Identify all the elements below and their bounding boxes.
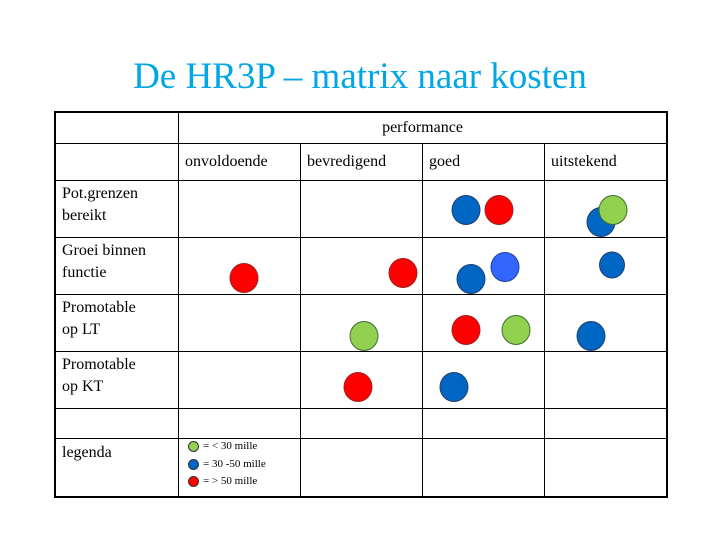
legend-label: legenda [55,439,179,498]
legend-text: = < 30 mille [203,440,258,452]
circle-blue [599,252,625,279]
cell [301,409,423,439]
header-row-group [55,112,667,144]
row-label: functie [62,264,107,281]
column-header: onvoldoende [179,144,301,181]
cell [423,181,545,238]
green-circle-icon [188,441,199,452]
hr3p-matrix-table [54,111,668,498]
cell [301,439,423,498]
column-header: goed [423,144,545,181]
cell [179,295,301,352]
cell [179,409,301,439]
cell [301,181,423,238]
column-header: uitstekend [545,144,668,181]
row-label: Groei binnen [62,242,146,259]
cell [423,409,545,439]
circle-blue [457,264,486,294]
row-label: Promotable [62,356,136,373]
cell [55,409,179,439]
cell [545,295,668,352]
row-header [55,295,179,352]
legend-item [188,473,266,491]
cell [179,181,301,238]
empty-cell [55,112,179,144]
blue-circle-icon [188,459,199,470]
legend-item [188,456,266,474]
legend [188,438,266,491]
row-label: Pot.grenzen [62,185,138,202]
circle-red [389,258,418,288]
table-row-empty [55,409,667,439]
legend-text: = 30 -50 mille [203,457,266,470]
row-label: Promotable [62,299,136,316]
circle-blue [452,195,481,225]
red-circle-icon [188,476,199,487]
circle-red [230,263,259,293]
legend-item [188,438,266,456]
circle-blue [440,372,469,402]
row-header [55,181,179,238]
column-header: bevredigend [301,144,423,181]
circle-red [485,195,514,225]
row-header [55,238,179,295]
circle-green [350,321,379,351]
row-header [55,352,179,409]
circle-bright-blue [491,252,520,282]
legend-row [55,439,667,498]
cell [545,439,668,498]
row-label: bereikt [62,207,107,224]
cell [545,409,668,439]
cell [423,439,545,498]
circle-red [452,315,481,345]
page-title: De HR3P – matrix naar kosten [133,56,587,97]
empty-cell [55,144,179,181]
circle-red [344,372,373,402]
performance-header: performance [179,112,668,144]
cell [179,352,301,409]
circle-green [502,315,531,345]
row-label: op KT [62,378,104,395]
table-row [55,181,667,238]
circle-blue [577,321,606,351]
table-row [55,238,667,295]
row-label: op LT [62,321,101,338]
header-row-columns [55,144,667,181]
circle-green [599,195,628,225]
cell [545,352,668,409]
legend-text: = > 50 mille [203,475,258,487]
